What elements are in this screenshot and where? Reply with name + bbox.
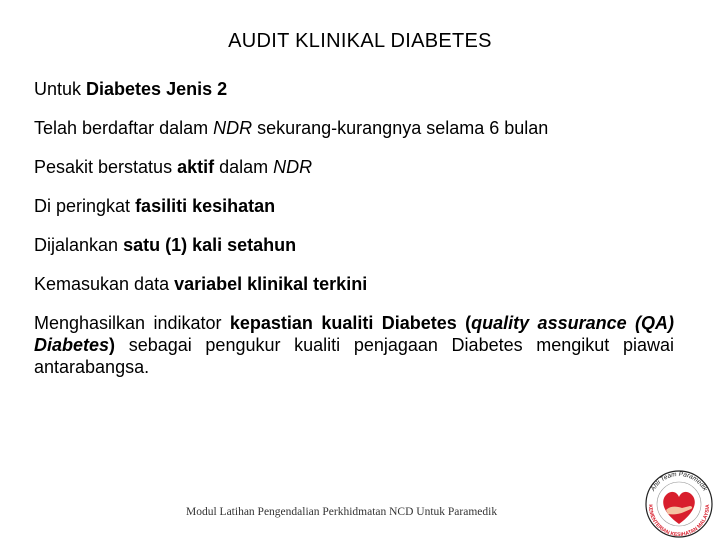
bullet-item	[34, 234, 674, 256]
bullet-item	[34, 78, 674, 100]
bullet-item	[34, 156, 674, 178]
bullet-text: Menghasilkan indikator	[34, 313, 230, 333]
bullet-item	[34, 195, 674, 217]
bullet-text: Telah berdaftar dalam	[34, 118, 214, 138]
bullet-text: kepastian kualiti Diabetes (	[229, 313, 472, 333]
bullet-list	[34, 78, 674, 395]
bullet-text: Pesakit berstatus	[34, 157, 178, 177]
bullet-text: quality assurance (QA) Diabetes	[34, 313, 674, 355]
page-title: AUDIT KLINIKAL DIABETES	[228, 30, 492, 52]
bullet-text: Di peringkat	[34, 196, 136, 216]
bullet-text: NDR	[273, 157, 313, 177]
bullet-item	[34, 117, 674, 139]
bullet-item	[34, 273, 674, 295]
bullet-text: NDR	[213, 118, 253, 138]
bullet-text: aktif	[177, 157, 215, 177]
logo-bottom-text: KEMENTERIAN KESIHATAN MALAYSIA	[646, 504, 712, 538]
bullet-text: Diabetes Jenis 2	[86, 79, 228, 99]
bullet-text: Untuk	[34, 79, 87, 99]
bullet-text: sebagai pengukur kualiti penjagaan Diabetes mengikut piawai antarabangsa.	[34, 335, 674, 377]
ministry-logo	[640, 466, 718, 538]
bullet-text: dalam	[214, 157, 274, 177]
bullet-text: variabel klinikal terkini	[174, 274, 368, 294]
footer-text: Modul Latihan Pengendalian Perkhidmatan NCD Untuk Paramedik	[186, 506, 498, 518]
bullet-text: )	[109, 335, 116, 355]
bullet-text: fasiliti kesihatan	[135, 196, 276, 216]
bullet-text: satu (1) kali setahun	[123, 235, 297, 255]
bullet-text: sekurang-kurangnya selama 6 bulan	[252, 118, 549, 138]
bullet-text: Dijalankan	[34, 235, 124, 255]
logo-top-text: Ahli Team Paramedik	[649, 470, 709, 493]
bullet-text: Kemasukan data	[34, 274, 175, 294]
bullet-item	[34, 312, 674, 378]
